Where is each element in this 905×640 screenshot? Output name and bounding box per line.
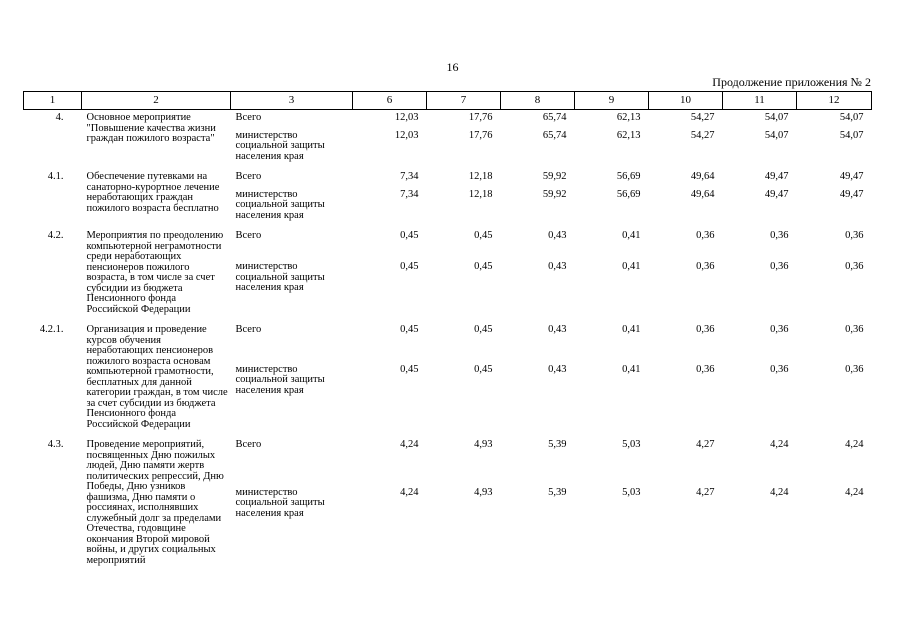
value-cell: 0,43 [548, 363, 567, 375]
value-cell: 49,64 [690, 171, 715, 182]
value-cell: 65,74 [542, 129, 567, 141]
value-cell: 0,45 [474, 261, 493, 273]
value-cell: 4,24 [845, 439, 864, 450]
column-header: 7 [427, 92, 501, 110]
funding-source: министерство социальной защиты населения края [235, 261, 325, 294]
value-cell: 4,24 [400, 486, 419, 498]
value-cell: 17,76 [468, 129, 493, 141]
value-cell: 0,41 [622, 230, 641, 241]
value-cell: 4,27 [696, 439, 715, 450]
column-header: 2 [82, 92, 231, 110]
column-header: 10 [649, 92, 723, 110]
item-name: Мероприятия по преодолению компьютерной неграмотности среди неработающих пенсионеров пожилого возраста, в том числе за счет субсидии из бюджета Пенсионного фонда Российской Федерации [86, 230, 224, 315]
table-row [24, 169, 872, 190]
value-cell: 54,07 [764, 129, 789, 141]
value-cell: 0,45 [400, 230, 419, 241]
value-cell: 0,45 [474, 230, 493, 241]
value-cell: 56,69 [616, 171, 641, 182]
table-row [24, 437, 872, 488]
row-spacer [24, 315, 872, 322]
table-row [24, 322, 872, 365]
value-cell: 0,45 [400, 324, 419, 335]
row-spacer-cell [24, 221, 872, 228]
funding-source: министерство социальной защиты населения края [235, 129, 325, 162]
value-cell: 4,24 [770, 486, 789, 498]
value-cell: 62,13 [616, 112, 641, 123]
item-name: Организация и проведение курсов обучения неработающих пенсионеров пожилого возраста основам компьютерной грамотности, бесплатных для данной категории граждан, в том числе за счет субсидии из бюджета Пенсионного фонда Российской Федерации [86, 324, 228, 430]
value-cell: 49,47 [764, 188, 789, 200]
value-cell: 54,07 [839, 129, 864, 141]
column-header: 6 [353, 92, 427, 110]
value-cell: 56,69 [616, 188, 641, 200]
value-cell: 0,36 [696, 363, 715, 375]
column-header: 12 [797, 92, 872, 110]
value-cell: 62,13 [616, 129, 641, 141]
value-cell: 4,27 [696, 486, 715, 498]
value-cell: 4,24 [400, 439, 419, 450]
value-cell: 0,36 [845, 261, 864, 273]
value-cell: 0,36 [770, 230, 789, 241]
column-header: 1 [24, 92, 82, 110]
row-spacer-cell [24, 430, 872, 437]
value-cell: 0,45 [400, 363, 419, 375]
item-number: 4.2.1. [39, 324, 64, 335]
column-header: 8 [501, 92, 575, 110]
funding-source: министерство социальной защиты населения края [235, 188, 325, 221]
value-cell: 5,39 [548, 439, 567, 450]
value-cell: 7,34 [400, 171, 419, 182]
value-cell: 0,36 [696, 324, 715, 335]
funding-source: министерство социальной защиты населения края [235, 363, 325, 396]
row-spacer [24, 430, 872, 437]
page-number: 16 [446, 60, 459, 74]
item-name: Проведение мероприятий, посвященных Дню пожилых людей, Дню памяти жертв политических репрессий, Дню Победы, Дню узников фашизма, Дню памяти о россиянах, исполнявших служебный долг за пределами Отечества, годовщине окончания Второй мировой войны, и других социальных мероприятий [86, 439, 224, 566]
value-cell: 7,34 [400, 188, 419, 200]
value-cell: 54,27 [690, 129, 715, 141]
value-cell: 0,36 [770, 363, 789, 375]
appendix-note: Продолжение приложения № 2 [712, 75, 871, 89]
value-cell: 0,36 [770, 324, 789, 335]
value-cell: 0,45 [474, 324, 493, 335]
value-cell: 0,43 [548, 324, 567, 335]
value-cell: 0,45 [474, 363, 493, 375]
item-name: Обеспечение путевками на санаторно-курортное лечение неработающих граждан пожилого возраста бесплатно [86, 171, 220, 214]
funding-source: Всего [235, 439, 262, 450]
row-spacer-cell [24, 162, 872, 169]
value-cell: 54,27 [690, 112, 715, 123]
budget-table [23, 91, 872, 566]
value-cell: 4,93 [474, 439, 493, 450]
value-cell: 5,03 [622, 486, 641, 498]
value-cell: 0,41 [622, 324, 641, 335]
item-name: Основное мероприятие "Повышение качества жизни граждан пожилого возраста" [86, 112, 216, 144]
value-cell: 49,47 [764, 171, 789, 182]
value-cell: 4,93 [474, 486, 493, 498]
item-number: 4.3. [47, 439, 64, 450]
column-header: 3 [231, 92, 353, 110]
value-cell: 0,36 [696, 230, 715, 241]
value-cell: 0,36 [845, 324, 864, 335]
value-cell: 12,03 [394, 129, 419, 141]
funding-source: Всего [235, 112, 262, 123]
value-cell: 0,36 [770, 261, 789, 273]
value-cell: 0,41 [622, 363, 641, 375]
row-spacer-cell [24, 315, 872, 322]
value-cell: 0,45 [400, 261, 419, 273]
row-spacer [24, 162, 872, 169]
value-cell: 17,76 [468, 112, 493, 123]
funding-source: Всего [235, 324, 262, 335]
value-cell: 49,64 [690, 188, 715, 200]
column-header: 9 [575, 92, 649, 110]
column-header: 11 [723, 92, 797, 110]
funding-source: Всего [235, 171, 262, 182]
value-cell: 49,47 [839, 188, 864, 200]
value-cell: 54,07 [764, 112, 789, 123]
value-cell: 5,39 [548, 486, 567, 498]
value-cell: 12,18 [468, 171, 493, 182]
value-cell: 12,03 [394, 112, 419, 123]
table-row [24, 110, 872, 131]
item-number: 4.1. [47, 171, 64, 182]
value-cell: 54,07 [839, 112, 864, 123]
table-header-row [24, 92, 872, 110]
item-number: 4.2. [47, 230, 64, 241]
table-row [24, 228, 872, 262]
value-cell: 0,43 [548, 230, 567, 241]
value-cell: 0,41 [622, 261, 641, 273]
value-cell: 0,36 [696, 261, 715, 273]
value-cell: 65,74 [542, 112, 567, 123]
value-cell: 0,43 [548, 261, 567, 273]
value-cell: 59,92 [542, 171, 567, 182]
value-cell: 12,18 [468, 188, 493, 200]
item-number: 4. [55, 112, 64, 123]
value-cell: 49,47 [839, 171, 864, 182]
value-cell: 0,36 [845, 230, 864, 241]
funding-source: министерство социальной защиты населения края [235, 486, 325, 519]
value-cell: 0,36 [845, 363, 864, 375]
value-cell: 5,03 [622, 439, 641, 450]
funding-source: Всего [235, 230, 262, 241]
row-spacer [24, 221, 872, 228]
value-cell: 59,92 [542, 188, 567, 200]
value-cell: 4,24 [845, 486, 864, 498]
value-cell: 4,24 [770, 439, 789, 450]
